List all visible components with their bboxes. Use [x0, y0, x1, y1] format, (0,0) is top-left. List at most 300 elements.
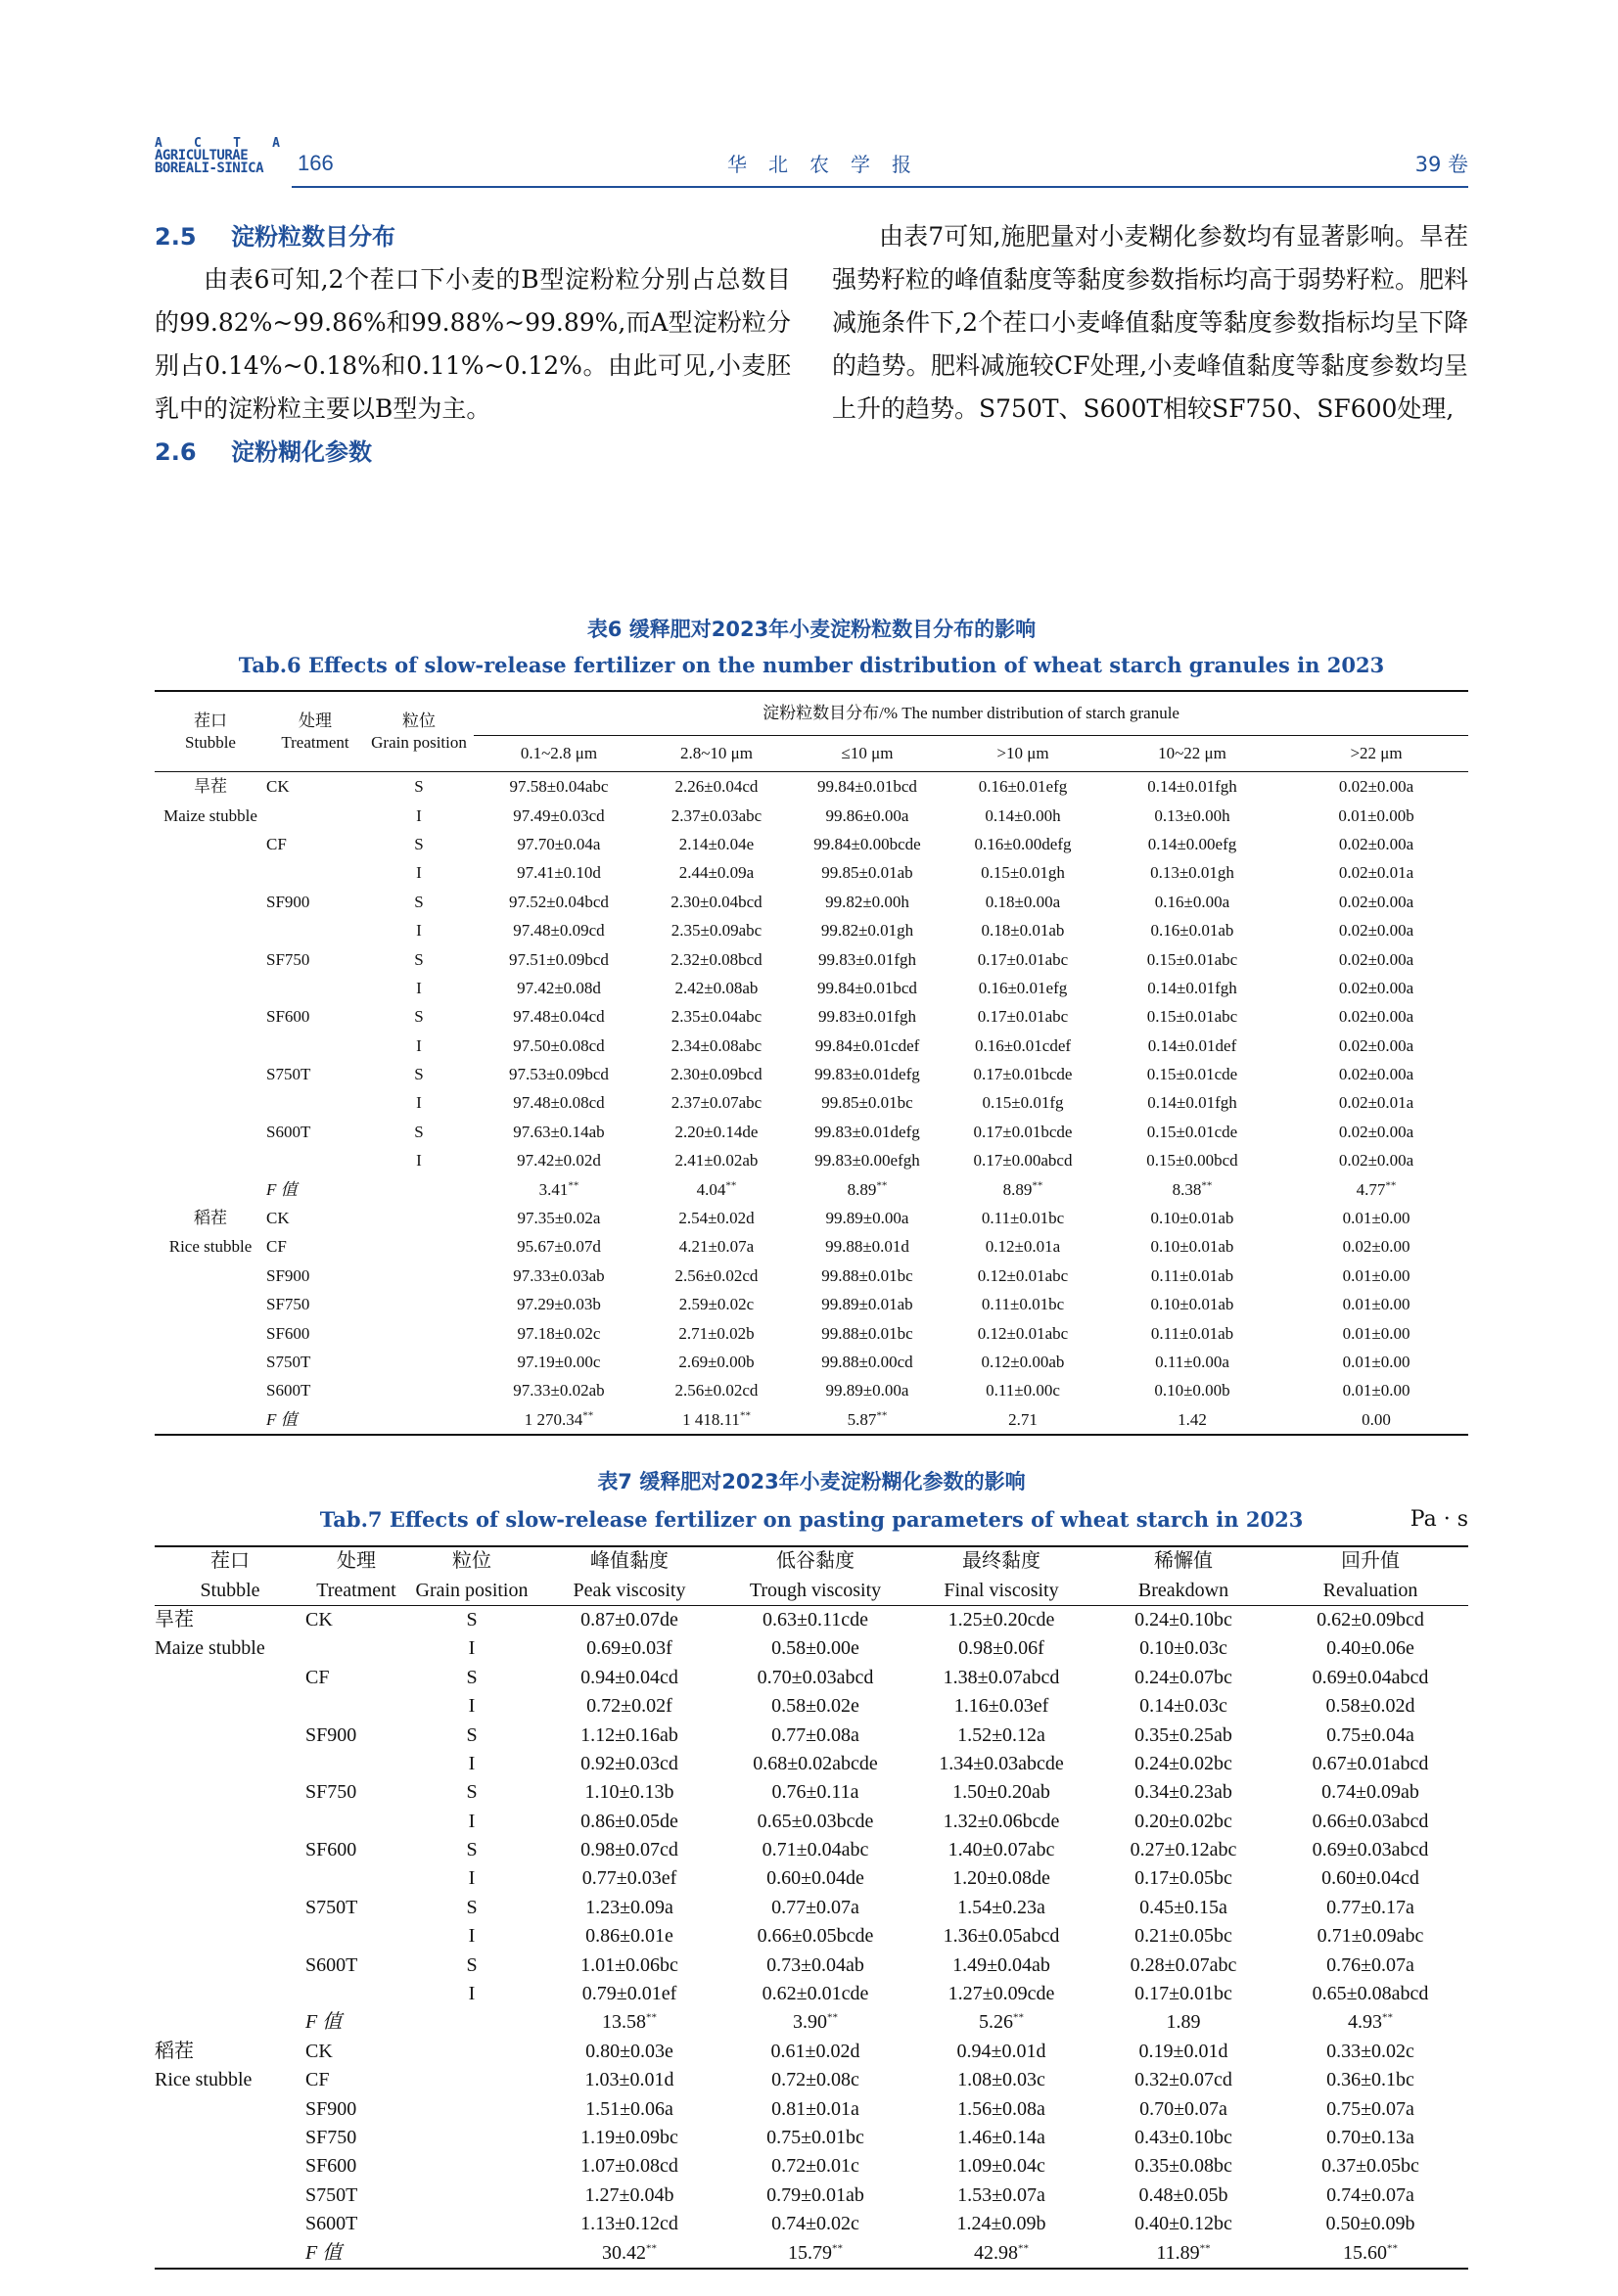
value-text: 1.32±0.06bcde: [943, 1810, 1060, 1832]
table7-head-cell: Stubble: [155, 1576, 305, 1605]
value-text: 0.11±0.01bc: [981, 1295, 1065, 1314]
value-cell: [1100, 1318, 1284, 1347]
value-text: 0.74±0.07a: [1326, 2183, 1414, 2206]
value-cell: [946, 772, 1100, 802]
stubble-cell: [155, 1032, 266, 1060]
value-cell: [1272, 1778, 1468, 1807]
value-text: 1.13±0.12cd: [580, 2213, 678, 2235]
value-text: 0.16±0.00defg: [974, 834, 1072, 853]
value-cell: [789, 1376, 946, 1404]
table6-data-row: [155, 1348, 1468, 1376]
value-text: 99.82±0.01gh: [820, 921, 914, 941]
value-text: 97.35±0.02a: [517, 1209, 601, 1228]
grain-position-cell: [407, 2124, 536, 2152]
value-cell: [1272, 1922, 1468, 1951]
value-text: 0.66±0.03abcd: [1312, 1810, 1429, 1832]
value-cell: [536, 2152, 722, 2181]
value-cell: [1284, 772, 1468, 802]
value-cell: [946, 858, 1100, 887]
value-cell: [1094, 1605, 1272, 1634]
value-cell: [644, 830, 789, 858]
table6-f-value-row: [155, 1174, 1468, 1203]
value-text: 1.52±0.12a: [957, 1723, 1045, 1746]
stubble-cell: [155, 2094, 305, 2123]
value-cell: [789, 1290, 946, 1318]
table7: [155, 1545, 1468, 2270]
value-cell: [1272, 2008, 1468, 2037]
table6-head-grain: 粒位 Grain position: [364, 691, 474, 772]
value-cell: [789, 1088, 946, 1117]
table6-head-treatment: 处理 Treatment: [266, 691, 364, 772]
value-text: 1.23±0.09a: [585, 1896, 673, 1918]
value-text: 0.50±0.09b: [1325, 2213, 1415, 2235]
value-text: 8.89: [1002, 1179, 1033, 1199]
value-text: 2.44±0.09a: [678, 863, 755, 883]
value-cell: [474, 1290, 644, 1318]
value-cell: [908, 1922, 1094, 1951]
value-text: 0.27±0.12abc: [1130, 1839, 1237, 1861]
value-text: 2.69±0.00b: [678, 1353, 755, 1371]
value-text: 1.09±0.04c: [957, 2155, 1045, 2178]
value-cell: [474, 830, 644, 858]
value-cell: [536, 1894, 722, 1922]
value-cell: [474, 801, 644, 829]
table7-head-cell: Grain position: [407, 1576, 536, 1605]
treatment-cell: SF600: [266, 1323, 310, 1343]
value-text: 0.67±0.01abcd: [1312, 1752, 1429, 1774]
significance-mark: **: [827, 2011, 838, 2024]
value-text: 0.00: [1362, 1409, 1391, 1429]
value-cell: [1284, 1204, 1468, 1232]
value-text: 99.83±0.01fgh: [818, 1007, 916, 1027]
value-text: 0.02±0.00a: [1338, 1007, 1414, 1027]
value-cell: [536, 2094, 722, 2123]
section-number: 2.5: [155, 223, 197, 251]
value-cell: [644, 1348, 789, 1376]
value-cell: [644, 1174, 789, 1203]
value-cell: [536, 2066, 722, 2094]
value-text: 0.21±0.05bc: [1134, 1925, 1232, 1948]
treatment-cell: CF: [305, 1666, 330, 1688]
table6-col-head: >10 μm: [946, 736, 1100, 772]
value-text: 1.36±0.05abcd: [943, 1925, 1060, 1948]
table7-data-row: [155, 1778, 1468, 1807]
value-cell: [1284, 1146, 1468, 1174]
value-text: 0.45±0.15a: [1139, 1896, 1227, 1918]
significance-mark: **: [876, 1179, 888, 1191]
value-text: 2.35±0.09abc: [670, 921, 763, 941]
value-cell: [536, 2038, 722, 2066]
logo-letter: T: [233, 136, 241, 151]
value-cell: [1272, 2124, 1468, 2152]
value-text: 97.48±0.04cd: [513, 1007, 605, 1027]
grain-position-cell: I: [416, 805, 422, 825]
table7-data-row: [155, 1634, 1468, 1663]
table6-data-row: [155, 801, 1468, 829]
value-text: 5.87: [847, 1409, 877, 1429]
value-text: 99.83±0.00efgh: [814, 1151, 920, 1171]
logo-letter: A: [272, 136, 280, 151]
value-cell: [1100, 974, 1284, 1002]
value-text: 0.02±0.00a: [1338, 1151, 1414, 1171]
value-text: 1.01±0.06bc: [580, 1953, 678, 1976]
table6-data-row: [155, 830, 1468, 858]
value-cell: [722, 1721, 908, 1749]
value-text: 0.02±0.01a: [1338, 1093, 1414, 1113]
grain-position-cell: S: [414, 834, 424, 853]
value-text: 2.42±0.08ab: [674, 978, 759, 997]
value-cell: [722, 2238, 908, 2268]
grain-position-cell: S: [414, 892, 424, 911]
value-text: 97.48±0.08cd: [513, 1093, 605, 1113]
value-text: 0.72±0.01c: [771, 2155, 859, 2178]
value-cell: [536, 1836, 722, 1864]
value-cell: [789, 1204, 946, 1232]
value-text: 0.01±0.00: [1342, 1323, 1410, 1343]
value-cell: [1100, 888, 1284, 916]
treatment-cell: SF600: [266, 1007, 310, 1027]
value-text: 0.13±0.00h: [1154, 805, 1230, 825]
value-cell: [644, 772, 789, 802]
table7-data-row: [155, 2152, 1468, 2181]
value-text: 99.88±0.01bc: [821, 1265, 913, 1285]
value-cell: [1094, 1721, 1272, 1749]
value-cell: [536, 2181, 722, 2210]
value-text: 0.77±0.17a: [1326, 1896, 1414, 1918]
value-text: 0.02±0.00a: [1338, 949, 1414, 969]
value-text: 0.20±0.02bc: [1134, 1810, 1232, 1832]
value-cell: [722, 2181, 908, 2210]
table6-data-row: [155, 858, 1468, 887]
value-cell: [722, 1634, 908, 1663]
value-cell: [644, 944, 789, 973]
stubble-cell: [155, 2124, 305, 2152]
value-cell: [722, 1864, 908, 1893]
stubble-cell: [155, 1060, 266, 1088]
stubble-cell: 稻茬: [155, 2040, 194, 2062]
value-text: 0.01±0.00: [1342, 1295, 1410, 1314]
significance-mark: **: [646, 2241, 657, 2254]
value-text: 0.12±0.01abc: [977, 1323, 1069, 1343]
table7-caption-en: [155, 1507, 1468, 1532]
value-text: 1.54±0.23a: [957, 1896, 1045, 1918]
stubble-cell: [155, 1002, 266, 1031]
value-cell: [536, 2238, 722, 2268]
value-text: 97.52±0.04bcd: [509, 892, 609, 911]
value-cell: [1094, 1778, 1272, 1807]
value-text: 2.54±0.02d: [678, 1209, 755, 1228]
value-text: 0.35±0.08bc: [1134, 2155, 1232, 2178]
value-text: 0.15±0.01gh: [981, 863, 1065, 883]
value-cell: [1272, 2181, 1468, 2210]
value-text: 0.76±0.11a: [771, 1781, 859, 1804]
value-text: 0.62±0.01cde: [762, 1983, 869, 2005]
value-cell: [1094, 2181, 1272, 2210]
value-cell: [644, 1060, 789, 1088]
value-cell: [1284, 1405, 1468, 1435]
table7-head-cell: Treatment: [305, 1576, 407, 1605]
table6-data-row: [155, 1088, 1468, 1117]
value-cell: [789, 1405, 946, 1435]
value-text: 0.68±0.02abcde: [753, 1752, 878, 1774]
value-text: 0.69±0.04abcd: [1312, 1666, 1429, 1688]
grain-position-cell: S: [414, 777, 424, 797]
table6: [155, 690, 1468, 1436]
value-text: 0.43±0.10bc: [1134, 2127, 1232, 2148]
grain-position-cell: I: [468, 1637, 476, 1660]
value-text: 97.50±0.08cd: [513, 1035, 605, 1055]
value-cell: [908, 1864, 1094, 1893]
grain-position-cell: [364, 1318, 474, 1347]
value-cell: [1272, 1808, 1468, 1836]
value-text: 0.13±0.01gh: [1150, 863, 1234, 883]
value-text: 4.21±0.07a: [678, 1237, 755, 1257]
table6-data-row: [155, 974, 1468, 1002]
value-cell: [946, 944, 1100, 973]
value-cell: [722, 1836, 908, 1864]
value-text: 2.56±0.02cd: [674, 1381, 759, 1401]
value-text: 0.02±0.00a: [1338, 892, 1414, 911]
value-text: 0.70±0.03abcd: [757, 1666, 874, 1688]
table7-data-row: [155, 1980, 1468, 2008]
value-cell: [1284, 1348, 1468, 1376]
stubble-cell: [155, 1894, 305, 1922]
value-text: 0.48±0.05b: [1138, 2183, 1228, 2206]
table7-head-cell: 低谷黏度: [722, 1546, 908, 1576]
value-cell: [644, 858, 789, 887]
treatment-cell: [266, 1032, 364, 1060]
value-text: 2.34±0.08abc: [670, 1035, 763, 1055]
value-text: 0.01±0.00: [1342, 1209, 1410, 1228]
stubble-cell: [155, 1664, 305, 1692]
table6-data-row: [155, 1232, 1468, 1261]
treatment-cell: SF600: [305, 1839, 357, 1861]
value-cell: [536, 2210, 722, 2238]
value-cell: [1272, 2066, 1468, 2094]
value-text: 99.89±0.01ab: [821, 1295, 913, 1314]
stubble-cell: [155, 1808, 305, 1836]
value-cell: [1100, 801, 1284, 829]
journal-logo: [155, 137, 280, 190]
value-cell: [536, 1864, 722, 1893]
value-text: 0.17±0.01bcde: [973, 1065, 1073, 1084]
grain-position-cell: S: [466, 1953, 478, 1976]
value-cell: [1284, 1376, 1468, 1404]
value-text: 0.11±0.01ab: [1150, 1265, 1234, 1285]
treatment-cell: S750T: [305, 2183, 358, 2206]
value-text: 0.16±0.01efg: [978, 978, 1068, 997]
value-text: 97.63±0.14ab: [513, 1122, 605, 1141]
value-text: 99.89±0.00a: [825, 1209, 909, 1228]
value-text: 0.12±0.01a: [985, 1237, 1061, 1257]
grain-position-cell: S: [466, 1781, 478, 1804]
value-cell: [644, 1118, 789, 1146]
value-cell: [1094, 1894, 1272, 1922]
value-cell: [908, 2038, 1094, 2066]
treatment-cell: F 值: [266, 1179, 298, 1199]
value-cell: [722, 1778, 908, 1807]
stubble-cell: [155, 1980, 305, 2008]
value-text: 0.10±0.01ab: [1150, 1209, 1234, 1228]
value-cell: [1284, 1174, 1468, 1203]
value-text: 13.58: [602, 2011, 646, 2034]
value-cell: [908, 2094, 1094, 2123]
value-cell: [946, 1032, 1100, 1060]
value-text: 0.14±0.01fgh: [1147, 1093, 1237, 1113]
value-cell: [722, 1664, 908, 1692]
value-cell: [1094, 2124, 1272, 2152]
value-cell: [722, 2066, 908, 2094]
table6-caption-en: Tab.6 Effects of slow-release fertilizer on the number distribution of wheat starch granules in 2023: [238, 653, 1385, 677]
value-text: 0.60±0.04cd: [1321, 1867, 1419, 1890]
value-text: 1.49±0.04ab: [952, 1953, 1050, 1976]
value-text: 2.59±0.02c: [678, 1295, 755, 1314]
significance-mark: **: [1385, 1179, 1397, 1191]
value-text: 1 418.11: [682, 1409, 740, 1429]
value-cell: [946, 801, 1100, 829]
value-cell: [908, 1750, 1094, 1778]
value-text: 0.02±0.00a: [1338, 1122, 1414, 1141]
value-cell: [722, 2124, 908, 2152]
value-cell: [789, 1232, 946, 1261]
value-text: 0.86±0.01e: [585, 1925, 673, 1948]
stubble-cell: [155, 1922, 305, 1951]
treatment-cell: S600T: [266, 1122, 311, 1141]
value-cell: [908, 1605, 1094, 1634]
value-text: 0.35±0.25ab: [1134, 1723, 1232, 1746]
value-text: 8.38: [1172, 1179, 1202, 1199]
value-cell: [474, 1318, 644, 1347]
value-cell: [1272, 1836, 1468, 1864]
value-cell: [474, 1348, 644, 1376]
value-text: 0.76±0.07a: [1326, 1953, 1414, 1976]
table7-head-cell: 最终黏度: [908, 1546, 1094, 1576]
value-cell: [536, 1664, 722, 1692]
stubble-cell: [155, 1262, 266, 1290]
value-cell: [908, 1894, 1094, 1922]
grain-position-cell: I: [468, 1983, 476, 2005]
value-cell: [1094, 2008, 1272, 2037]
stubble-cell: [155, 1778, 305, 1807]
stubble-cell: [155, 1146, 266, 1174]
stubble-cell: [155, 2152, 305, 2181]
value-text: 0.11±0.00c: [986, 1381, 1060, 1401]
table7-data-row: [155, 1721, 1468, 1749]
value-text: 1.08±0.03c: [957, 2069, 1045, 2091]
value-cell: [1100, 858, 1284, 887]
significance-mark: **: [1018, 2241, 1029, 2254]
value-text: 99.84±0.00bcde: [813, 834, 921, 853]
value-text: 0.14±0.00efg: [1147, 834, 1237, 853]
value-text: 97.51±0.09bcd: [509, 949, 609, 969]
value-cell: [1272, 1951, 1468, 1979]
value-cell: [1100, 916, 1284, 944]
treatment-cell: S600T: [305, 1953, 358, 1976]
significance-mark: **: [1199, 2241, 1211, 2254]
value-text: 97.29±0.03b: [517, 1295, 601, 1314]
stubble-cell: [155, 1721, 305, 1749]
stubble-cell: [155, 2181, 305, 2210]
value-text: 11.89: [1156, 2241, 1200, 2264]
table7-data-row: [155, 2066, 1468, 2094]
grain-position-cell: [407, 2038, 536, 2066]
volume-label: 39 卷: [1414, 153, 1468, 176]
value-cell: [474, 1376, 644, 1404]
value-text: 0.02±0.01a: [1338, 863, 1414, 883]
running-header: [155, 137, 1468, 192]
value-cell: [908, 2238, 1094, 2268]
value-cell: [908, 2066, 1094, 2094]
value-cell: [1284, 1060, 1468, 1088]
value-text: 0.98±0.07cd: [580, 1839, 678, 1861]
value-cell: [474, 1262, 644, 1290]
value-text: 2.20±0.14de: [674, 1122, 759, 1141]
value-text: 1.50±0.20ab: [952, 1781, 1050, 1804]
value-cell: [644, 1204, 789, 1232]
stubble-cell: [155, 858, 266, 887]
logo-agriculturae: AGRICULTURAE: [155, 148, 249, 163]
value-cell: [1284, 944, 1468, 973]
grain-position-cell: I: [416, 863, 422, 883]
value-text: 0.17±0.00abcd: [973, 1151, 1073, 1171]
value-cell: [1100, 1290, 1284, 1318]
value-cell: [946, 1318, 1100, 1347]
value-text: 0.15±0.01cde: [1146, 1122, 1238, 1141]
value-cell: [908, 1778, 1094, 1807]
value-cell: [644, 1290, 789, 1318]
value-text: 0.32±0.07cd: [1134, 2069, 1232, 2091]
value-text: 0.94±0.04cd: [580, 1666, 678, 1688]
treatment-cell: CF: [266, 1237, 287, 1257]
table7-head-cell: Final viscosity: [908, 1576, 1094, 1605]
treatment-cell: [266, 916, 364, 944]
treatment-cell: SF900: [266, 1265, 310, 1285]
value-text: 15.60: [1343, 2241, 1387, 2264]
grain-position-cell: I: [468, 1752, 476, 1774]
grain-position-cell: S: [466, 1608, 478, 1630]
value-text: 0.63±0.11cde: [763, 1608, 868, 1630]
value-text: 0.17±0.05bc: [1134, 1867, 1232, 1890]
value-cell: [1284, 974, 1468, 1002]
stubble-cell: [155, 1750, 305, 1778]
value-text: 0.72±0.02f: [586, 1695, 672, 1718]
value-text: 97.42±0.02d: [517, 1151, 601, 1171]
value-cell: [946, 1262, 1100, 1290]
value-text: 99.83±0.01defg: [814, 1122, 920, 1141]
value-cell: [908, 2008, 1094, 2037]
value-cell: [1100, 1118, 1284, 1146]
treatment-cell: SF900: [266, 892, 310, 911]
value-cell: [1094, 2038, 1272, 2066]
value-cell: [1100, 1032, 1284, 1060]
value-cell: [946, 1290, 1100, 1318]
value-cell: [1272, 2210, 1468, 2238]
value-cell: [536, 1721, 722, 1749]
table6-data-row: [155, 944, 1468, 973]
value-text: 2.32±0.08bcd: [670, 949, 763, 969]
value-cell: [474, 1405, 644, 1435]
value-cell: [1094, 1980, 1272, 2008]
value-text: 0.15±0.01cde: [1146, 1065, 1238, 1084]
table6-head-stubble: 茬口 Stubble: [155, 691, 266, 772]
value-text: 99.88±0.00cd: [821, 1353, 913, 1371]
value-text: 0.17±0.01abc: [977, 949, 1069, 969]
value-cell: [1094, 1808, 1272, 1836]
value-text: 97.49±0.03cd: [513, 805, 605, 825]
value-text: 97.19±0.00c: [517, 1353, 601, 1371]
value-cell: [644, 1146, 789, 1174]
value-text: 0.71±0.04abc: [762, 1839, 869, 1861]
